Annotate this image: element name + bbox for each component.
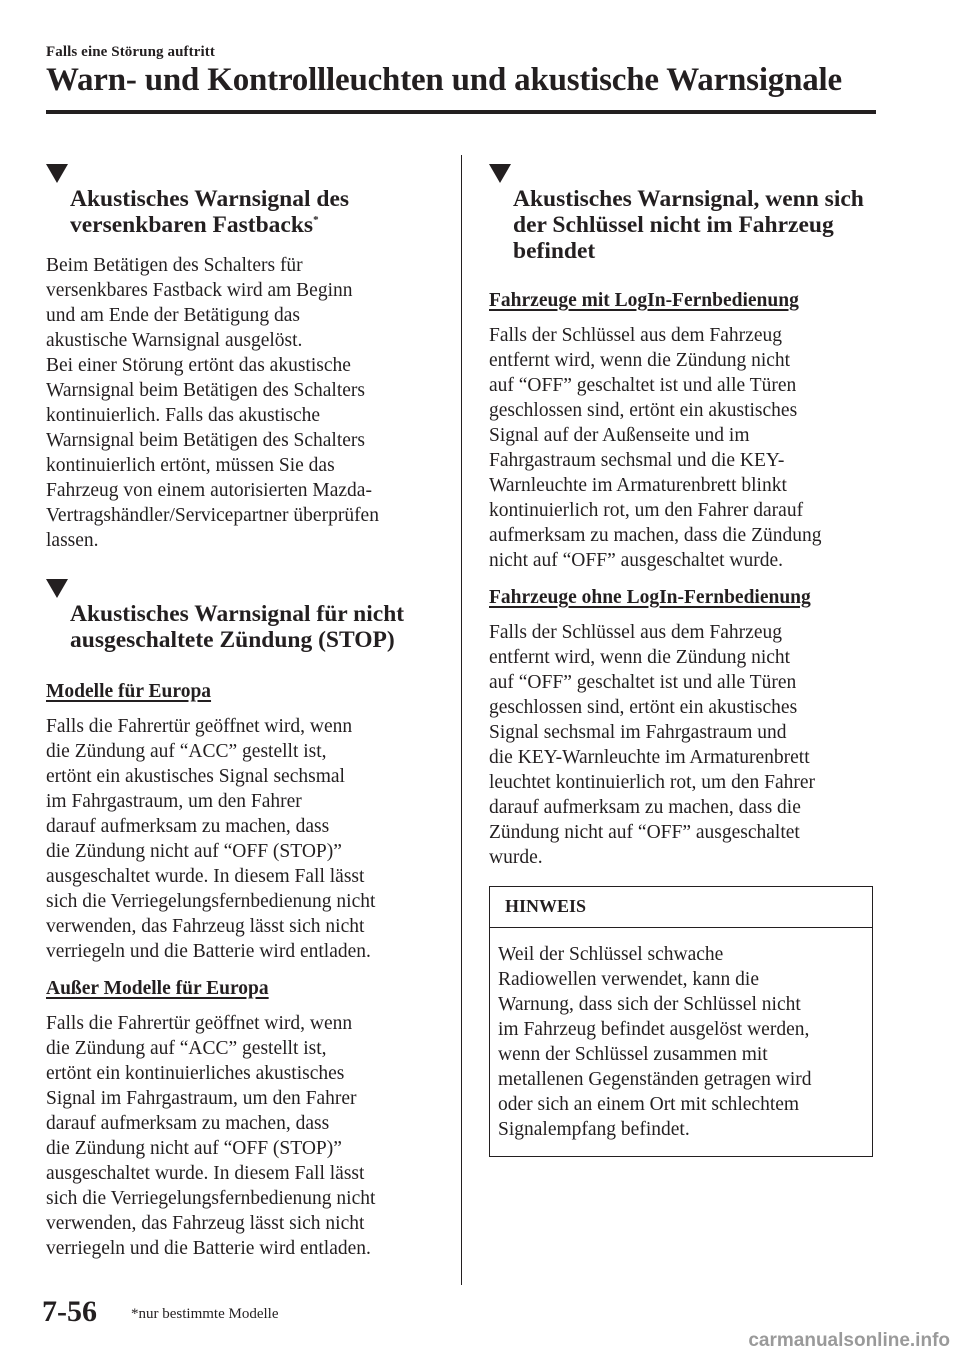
section-heading-text: Akustisches Warnsignal, wenn sich der Schlüssel nicht im Fahrzeug befindet — [513, 186, 864, 264]
note-box — [489, 886, 873, 1157]
section-label: Falls eine Störung auftritt — [46, 44, 215, 60]
watermark: carmanualsonline.info — [748, 1330, 950, 1351]
without-login-body: Falls der Schlüssel aus dem Fahrzeug entfernt wird, wenn die Zündung nicht auf “OFF” geschaltet ist und alle Türen geschlossen sind, ertönt ein akustisches Signal sechsmal im Fahrgastraum und die KEY-Warnleuchte im Armaturenbrett leuchtet kontinuierlich rot, um den Fahrer darauf aufmerksam zu machen, dass die Zündung nicht auf “OFF” ausgeschaltet wurde. — [489, 622, 815, 868]
asterisk-mark: * — [313, 214, 319, 227]
section-heading-ignition — [46, 575, 446, 653]
left-column — [46, 160, 446, 1261]
subheading-non-europe: Außer Modelle für Europa — [46, 978, 269, 999]
triangle-bullet-icon — [46, 164, 68, 183]
header-rule — [46, 110, 876, 114]
note-label: HINWEIS — [490, 887, 872, 928]
subheading-without-login: Fahrzeuge ohne LogIn-Fernbedienung — [489, 587, 811, 608]
triangle-bullet-icon — [46, 579, 68, 598]
section-heading-fastback — [46, 160, 446, 238]
right-column — [489, 160, 879, 1157]
note-body: Weil der Schlüssel schwache Radiowellen verwendet, kann die Warnung, dass sich der Schlüssel nicht im Fahrzeug befindet ausgelöst werden, wenn der Schlüssel zusammen mit metallenen Gegenständen getragen wird oder sich an einem Ort mit schlechtem Signalempfang befindet. — [498, 944, 812, 1140]
section-heading-text: Akustisches Warnsignal des versenkbaren Fastbacks — [70, 186, 350, 238]
with-login-body: Falls der Schlüssel aus dem Fahrzeug entfernt wird, wenn die Zündung nicht auf “OFF” geschaltet ist und alle Türen geschlossen sind, ertönt ein akustisches Signal auf der Außenseite und im Fahrgastraum sechsmal und die KEY- Warnleuchte im Armaturenbrett blinkt kontinuierlich rot, um den Fahrer darauf aufmerksam zu machen, dass die Zündung nicht auf “OFF” ausgeschaltet wurde. — [489, 325, 822, 571]
non-europe-body: Falls die Fahrertür geöffnet wird, wenn die Zündung auf “ACC” gestellt ist, ertönt ein kontinuierliches akustisches Signal im Fahrgastraum, um den Fahrer darauf aufmerksam zu machen, dass die Zündung nicht auf “OFF (STOP)” ausgeschaltet wurde. In diesem Fall lässt sich die Verriegelungsfernbedienung nicht verwenden, das Fahrzeug lässt sich nicht verriegeln und die Batterie wird entladen. — [46, 1013, 376, 1259]
europe-body: Falls die Fahrertür geöffnet wird, wenn die Zündung auf “ACC” gestellt ist, ertönt ein akustisches Signal sechsmal im Fahrgastraum, um den Fahrer darauf aufmerksam zu machen, dass die Zündung nicht auf “OFF (STOP)” ausgeschaltet wurde. In diesem Fall lässt sich die Verriegelungsfernbedienung nicht verwenden, das Fahrzeug lässt sich nicht verriegeln und die Batterie wird entladen. — [46, 716, 376, 962]
triangle-bullet-icon — [489, 164, 511, 183]
subheading-with-login: Fahrzeuge mit LogIn-Fernbedienung — [489, 290, 799, 311]
section-heading-text: Akustisches Warnsignal für nicht ausgeschaltete Zündung (STOP) — [70, 601, 405, 653]
subheading-europe: Modelle für Europa — [46, 681, 212, 702]
column-divider — [461, 155, 462, 1285]
page-number: 7-56 — [42, 1295, 97, 1328]
page-title: Warn- und Kontrollleuchten und akustische Warnsignale — [46, 62, 842, 98]
fastback-body: Beim Betätigen des Schalters für versenkbares Fastback wird am Beginn und am Ende der Betätigung das akustische Warnsignal ausgelöst. Bei einer Störung ertönt das akustische Warnsignal beim Betätigen des Schalters kontinuierlich. Falls das akustische Warnsignal beim Betätigen des Schalters kontinuierlich ertönt, müssen Sie das Fahrzeug von einem autorisierten Mazda- Vertragshändler/Servicepartner überprüfen lassen. — [46, 255, 379, 551]
footnote: *nur bestimmte Modelle — [131, 1306, 279, 1322]
section-heading-key — [489, 160, 879, 264]
